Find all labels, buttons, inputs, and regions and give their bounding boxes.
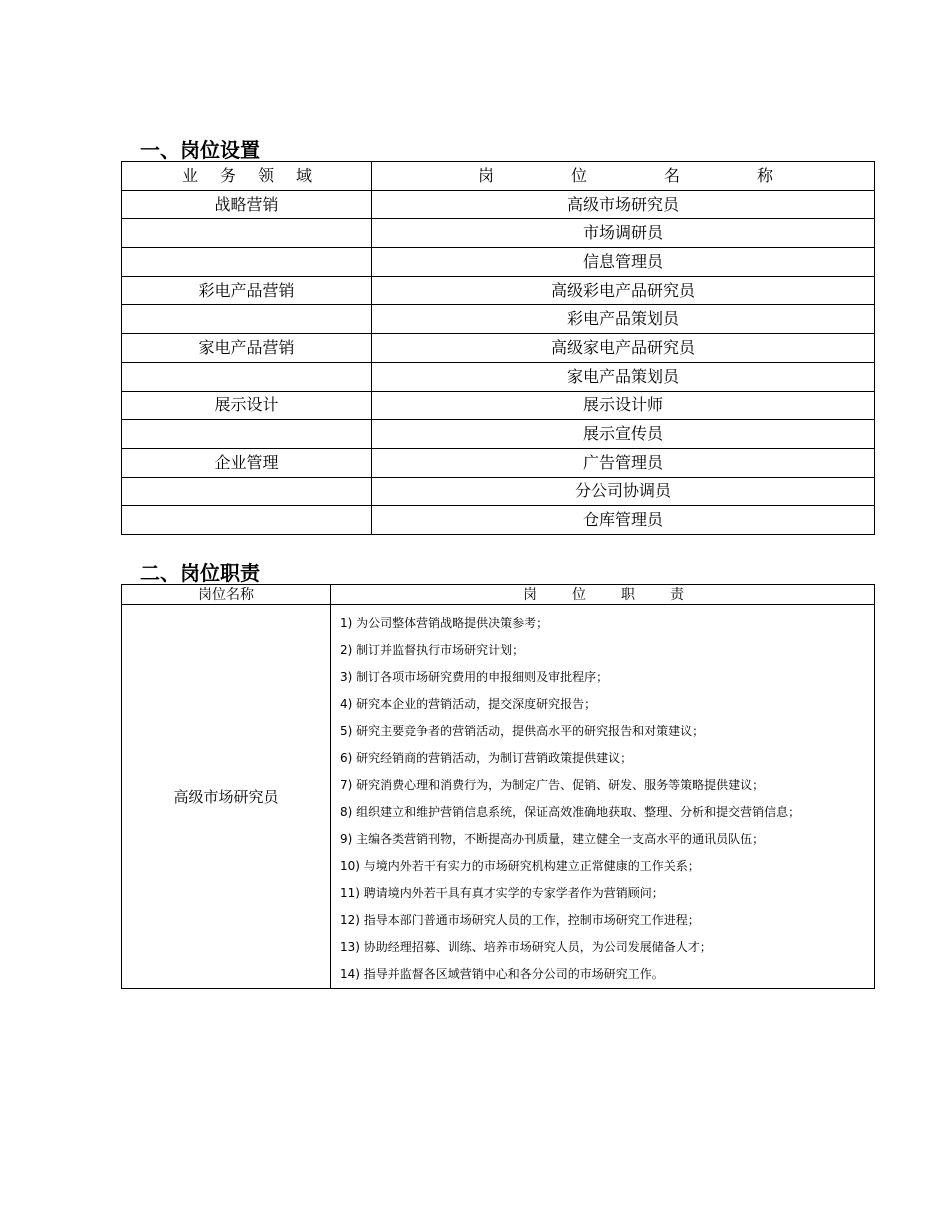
section-title-positions: 一、岗位设置 [140, 138, 260, 162]
business-domain-cell: 展示设计 [122, 391, 372, 420]
table-row [122, 362, 875, 391]
table-row [122, 477, 875, 506]
header-position-char: 名 [663, 165, 681, 185]
table-row [122, 219, 875, 248]
position-setup-table [121, 161, 875, 535]
position-name-cell: 彩电产品策划员 [372, 305, 875, 334]
duty-item: 9) 主编各类营销刊物，不断提高办刊质量，建立健全一支高水平的通讯员队伍； [340, 832, 765, 846]
table-header-row [122, 162, 875, 191]
table-header-row [122, 585, 875, 605]
position-name-cell: 展示宣传员 [372, 420, 875, 449]
header-duty-char: 责 [670, 586, 684, 603]
table-row [122, 334, 875, 363]
header-position-char: 位 [570, 165, 588, 185]
header-domain-char: 域 [295, 165, 313, 185]
position-name-cell: 分公司协调员 [372, 477, 875, 506]
position-name-cell: 信息管理员 [372, 248, 875, 277]
business-domain-cell: 企业管理 [122, 448, 372, 477]
duty-item: 7) 研究消费心理和消费行为，为制定广告、促销、研发、服务等策略提供建议； [340, 778, 765, 792]
header-duty-char: 职 [621, 586, 635, 603]
position-name-cell: 高级家电产品研究员 [372, 334, 875, 363]
business-domain-cell [122, 219, 372, 248]
business-domain-cell: 战略营销 [122, 190, 372, 219]
header-position-char: 岗 [478, 165, 496, 185]
position-name-cell: 市场调研员 [372, 219, 875, 248]
table-row [122, 276, 875, 305]
duty-item: 11) 聘请境内外若干具有真才实学的专家学者作为营销顾问； [340, 886, 664, 900]
table-row [122, 605, 875, 989]
duty-item: 14) 指导并监督各区域营销中心和各分公司的市场研究工作。 [340, 967, 664, 981]
position-name-cell: 广告管理员 [372, 448, 875, 477]
header-domain-char: 务 [219, 165, 237, 185]
duty-table [121, 584, 875, 989]
header-domain-char: 领 [257, 165, 275, 185]
business-domain-cell [122, 362, 372, 391]
table-row [122, 305, 875, 334]
header-role-name: 岗位名称 [122, 585, 331, 605]
table-row [122, 506, 875, 535]
position-name-cell: 高级彩电产品研究员 [372, 276, 875, 305]
section-title-duties: 二、岗位职责 [140, 561, 260, 585]
duty-item: 8) 组织建立和维护营销信息系统，保证高效准确地获取、整理、分析和提交营销信息； [340, 805, 801, 819]
duty-item: 1) 为公司整体营销战略提供决策参考； [340, 616, 549, 630]
position-name-cell: 高级市场研究员 [372, 190, 875, 219]
table-row [122, 448, 875, 477]
duty-item: 10) 与境内外若干有实力的市场研究机构建立正常健康的工作关系； [340, 859, 700, 873]
header-position-char: 称 [756, 165, 774, 185]
business-domain-cell [122, 420, 372, 449]
duty-item: 2) 制订并监督执行市场研究计划； [340, 643, 525, 657]
header-duties [331, 585, 875, 605]
business-domain-cell [122, 305, 372, 334]
table-row [122, 420, 875, 449]
position-name-cell: 展示设计师 [372, 391, 875, 420]
duty-item: 3) 制订各项市场研究费用的申报细则及审批程序； [340, 670, 609, 684]
business-domain-cell [122, 477, 372, 506]
header-domain-char: 业 [182, 165, 200, 185]
business-domain-cell: 彩电产品营销 [122, 276, 372, 305]
header-domain [122, 162, 372, 191]
business-domain-cell [122, 506, 372, 535]
duty-item: 12) 指导本部门普通市场研究人员的工作，控制市场研究工作进程； [340, 913, 700, 927]
position-name-cell: 仓库管理员 [372, 506, 875, 535]
table-row [122, 190, 875, 219]
duty-item: 5) 研究主要竞争者的营销活动，提供高水平的研究报告和对策建议； [340, 724, 705, 738]
duty-item: 13) 协助经理招募、训练、培养市场研究人员，为公司发展储备人才； [340, 940, 712, 954]
business-domain-cell: 家电产品营销 [122, 334, 372, 363]
header-position [372, 162, 875, 191]
position-name-cell: 家电产品策划员 [372, 362, 875, 391]
duty-item: 4) 研究本企业的营销活动，提交深度研究报告； [340, 697, 597, 711]
duty-item: 6) 研究经销商的营销活动，为制订营销政策提供建议； [340, 751, 633, 765]
header-duty-char: 岗 [523, 586, 537, 603]
header-duty-char: 位 [572, 586, 586, 603]
role-name-cell: 高级市场研究员 [122, 605, 331, 989]
duties-cell [331, 605, 875, 989]
table-row [122, 248, 875, 277]
table-row [122, 391, 875, 420]
business-domain-cell [122, 248, 372, 277]
